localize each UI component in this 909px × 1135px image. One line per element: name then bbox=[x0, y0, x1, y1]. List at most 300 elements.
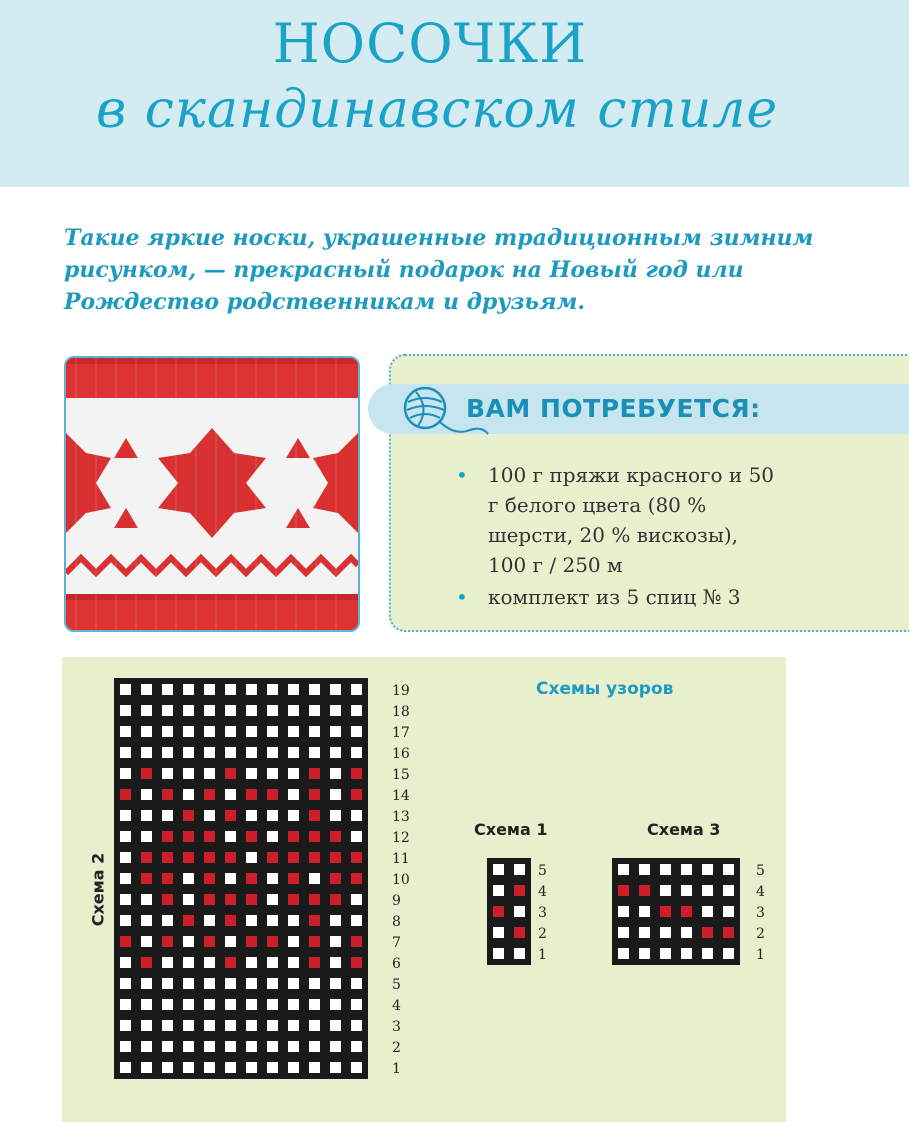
chart-cell-red bbox=[677, 902, 696, 921]
chart-cell-white bbox=[347, 995, 366, 1014]
chart-cell-white bbox=[719, 902, 738, 921]
scheme1-grid bbox=[487, 858, 531, 965]
row-number: 16 bbox=[392, 746, 410, 762]
chart-cell-white bbox=[326, 806, 345, 825]
chart-cell-red bbox=[263, 932, 282, 951]
chart-cell-white bbox=[305, 974, 324, 993]
chart-cell-red bbox=[614, 881, 633, 900]
knit-pattern-illustration bbox=[66, 358, 358, 630]
chart-cell-white bbox=[221, 1058, 240, 1077]
chart-cell-red bbox=[137, 869, 156, 888]
chart-cell-white bbox=[137, 890, 156, 909]
row-number: 7 bbox=[392, 935, 401, 951]
chart-cell-red bbox=[137, 764, 156, 783]
chart-cell-red bbox=[635, 881, 654, 900]
chart-cell-red bbox=[158, 869, 177, 888]
chart-cell-white bbox=[242, 974, 261, 993]
chart-cell-red bbox=[137, 953, 156, 972]
chart-cell-white bbox=[347, 701, 366, 720]
chart-cell-red bbox=[200, 869, 219, 888]
chart-cell-white bbox=[179, 932, 198, 951]
row-number: 5 bbox=[756, 863, 765, 879]
intro-text: Такие яркие носки, украшенные традиционным зимним рисунком, — прекрасный подарок на Новый год или Рождество родственникам и друзьям. bbox=[64, 225, 814, 315]
chart-cell-white bbox=[137, 806, 156, 825]
chart-cell-white bbox=[305, 1037, 324, 1056]
chart-cell-white bbox=[137, 785, 156, 804]
chart-cell-red bbox=[326, 890, 345, 909]
chart-cell-red bbox=[116, 785, 135, 804]
row-number: 2 bbox=[392, 1040, 401, 1056]
chart-cell-white bbox=[116, 1016, 135, 1035]
requirements-list bbox=[456, 460, 776, 612]
chart-cell-red bbox=[510, 881, 529, 900]
chart-cell-white bbox=[242, 848, 261, 867]
chart-cell-white bbox=[305, 1016, 324, 1035]
chart-cell-white bbox=[242, 806, 261, 825]
row-number: 1 bbox=[538, 947, 547, 963]
chart-cell-white bbox=[137, 743, 156, 762]
chart-cell-white bbox=[614, 902, 633, 921]
requirement-text: 100 г пряжи красного и 50 г белого цвета (80 % шерсти, 20 % вискозы), 100 г / 250 м bbox=[488, 463, 775, 577]
chart-cell-white bbox=[116, 722, 135, 741]
requirement-item bbox=[456, 582, 776, 612]
chart-cell-red bbox=[284, 848, 303, 867]
row-number: 3 bbox=[756, 905, 765, 921]
chart-cell-white bbox=[635, 944, 654, 963]
chart-cell-white bbox=[284, 701, 303, 720]
chart-cell-white bbox=[656, 944, 675, 963]
chart-cell-white bbox=[510, 860, 529, 879]
chart-cell-white bbox=[158, 953, 177, 972]
chart-cell-white bbox=[656, 881, 675, 900]
row-number: 11 bbox=[392, 851, 410, 867]
chart-cell-white bbox=[242, 743, 261, 762]
chart-cell-white bbox=[635, 860, 654, 879]
scheme2-grid bbox=[114, 678, 368, 1079]
chart-cell-white bbox=[719, 944, 738, 963]
chart-cell-white bbox=[263, 743, 282, 762]
chart-cell-white bbox=[221, 869, 240, 888]
chart-cell-white bbox=[116, 848, 135, 867]
chart-cell-white bbox=[116, 974, 135, 993]
row-number: 8 bbox=[392, 914, 401, 930]
chart-cell-white bbox=[221, 680, 240, 699]
chart-cell-white bbox=[326, 743, 345, 762]
chart-cell-white bbox=[326, 953, 345, 972]
chart-cell-white bbox=[510, 902, 529, 921]
scheme1-row-numbers bbox=[538, 860, 547, 965]
chart-cell-white bbox=[116, 827, 135, 846]
chart-cell-white bbox=[116, 743, 135, 762]
chart-cell-red bbox=[326, 869, 345, 888]
chart-cell-red bbox=[179, 911, 198, 930]
chart-cell-red bbox=[179, 848, 198, 867]
chart-cell-white bbox=[305, 1058, 324, 1077]
chart-cell-white bbox=[179, 1058, 198, 1077]
chart-cell-red bbox=[242, 827, 261, 846]
chart-cell-red bbox=[221, 806, 240, 825]
chart-cell-white bbox=[284, 680, 303, 699]
chart-cell-white bbox=[158, 1037, 177, 1056]
chart-cell-white bbox=[263, 827, 282, 846]
chart-cell-white bbox=[179, 995, 198, 1014]
chart-cell-white bbox=[158, 1058, 177, 1077]
chart-cell-white bbox=[326, 1037, 345, 1056]
requirement-text: комплект из 5 спиц № 3 bbox=[488, 585, 741, 609]
chart-cell-white bbox=[347, 890, 366, 909]
chart-cell-white bbox=[242, 722, 261, 741]
chart-cell-white bbox=[116, 953, 135, 972]
bullet-icon: • bbox=[456, 585, 468, 609]
chart-cell-red bbox=[510, 923, 529, 942]
chart-cell-red bbox=[347, 764, 366, 783]
chart-cell-white bbox=[221, 1037, 240, 1056]
chart-cell-white bbox=[614, 923, 633, 942]
chart-cell-white bbox=[200, 974, 219, 993]
row-number: 4 bbox=[392, 998, 401, 1014]
row-number: 3 bbox=[538, 905, 547, 921]
chart-cell-white bbox=[510, 944, 529, 963]
chart-cell-white bbox=[635, 923, 654, 942]
row-number: 4 bbox=[756, 884, 765, 900]
chart-cell-red bbox=[656, 902, 675, 921]
chart-cell-white bbox=[179, 974, 198, 993]
chart-cell-white bbox=[242, 1058, 261, 1077]
chart-cell-white bbox=[116, 806, 135, 825]
chart-cell-white bbox=[326, 974, 345, 993]
chart-cell-white bbox=[656, 860, 675, 879]
chart-cell-red bbox=[305, 827, 324, 846]
chart-cell-white bbox=[698, 902, 717, 921]
chart-cell-red bbox=[347, 869, 366, 888]
chart-cell-white bbox=[347, 1058, 366, 1077]
chart-cell-white bbox=[242, 1016, 261, 1035]
chart-cell-white bbox=[242, 1037, 261, 1056]
chart-cell-red bbox=[347, 953, 366, 972]
row-number: 10 bbox=[392, 872, 410, 888]
row-number: 13 bbox=[392, 809, 410, 825]
scheme3-row-numbers bbox=[756, 860, 765, 965]
chart-cell-white bbox=[137, 680, 156, 699]
chart-cell-white bbox=[656, 923, 675, 942]
chart-cell-white bbox=[347, 743, 366, 762]
chart-cell-red bbox=[242, 869, 261, 888]
chart-cell-white bbox=[179, 1016, 198, 1035]
chart-cell-red bbox=[347, 785, 366, 804]
page-title: НОСОЧКИ bbox=[272, 12, 588, 75]
scheme1-title: Схема 1 bbox=[474, 820, 548, 839]
chart-cell-white bbox=[137, 1037, 156, 1056]
chart-cell-red bbox=[221, 890, 240, 909]
chart-cell-white bbox=[489, 923, 508, 942]
row-number: 18 bbox=[392, 704, 410, 720]
chart-cell-white bbox=[326, 911, 345, 930]
chart-cell-white bbox=[347, 806, 366, 825]
chart-cell-white bbox=[116, 890, 135, 909]
chart-cell-red bbox=[305, 806, 324, 825]
chart-cell-white bbox=[305, 722, 324, 741]
chart-cell-white bbox=[137, 974, 156, 993]
scheme2-title: Схема 2 bbox=[88, 852, 108, 927]
chart-cell-white bbox=[116, 1037, 135, 1056]
chart-cell-red bbox=[284, 890, 303, 909]
chart-cell-white bbox=[221, 722, 240, 741]
chart-cell-red bbox=[200, 890, 219, 909]
scheme3-title: Схема 3 bbox=[647, 820, 721, 839]
chart-cell-white bbox=[263, 1058, 282, 1077]
chart-cell-white bbox=[158, 680, 177, 699]
chart-cell-white bbox=[284, 1058, 303, 1077]
chart-cell-white bbox=[242, 995, 261, 1014]
row-number: 15 bbox=[392, 767, 410, 783]
chart-cell-red bbox=[347, 932, 366, 951]
chart-cell-white bbox=[263, 722, 282, 741]
chart-cell-white bbox=[137, 932, 156, 951]
chart-cell-white bbox=[179, 869, 198, 888]
chart-cell-red bbox=[200, 827, 219, 846]
chart-cell-white bbox=[284, 743, 303, 762]
chart-cell-white bbox=[305, 680, 324, 699]
bullet-icon: • bbox=[456, 463, 468, 487]
chart-cell-white bbox=[326, 680, 345, 699]
chart-cell-white bbox=[284, 722, 303, 741]
chart-cell-white bbox=[489, 860, 508, 879]
chart-cell-red bbox=[158, 848, 177, 867]
chart-cell-white bbox=[489, 944, 508, 963]
chart-cell-white bbox=[200, 701, 219, 720]
chart-cell-white bbox=[284, 995, 303, 1014]
scheme3-grid bbox=[612, 858, 740, 965]
row-number: 19 bbox=[392, 683, 410, 699]
chart-cell-white bbox=[137, 722, 156, 741]
chart-cell-white bbox=[263, 806, 282, 825]
chart-cell-white bbox=[200, 764, 219, 783]
row-number: 3 bbox=[392, 1019, 401, 1035]
chart-cell-white bbox=[158, 806, 177, 825]
chart-cell-red bbox=[221, 764, 240, 783]
chart-cell-white bbox=[284, 764, 303, 783]
chart-cell-white bbox=[242, 911, 261, 930]
chart-cell-white bbox=[347, 911, 366, 930]
chart-cell-red bbox=[719, 923, 738, 942]
chart-cell-white bbox=[137, 1016, 156, 1035]
chart-cell-white bbox=[614, 944, 633, 963]
chart-cell-white bbox=[326, 785, 345, 804]
chart-cell-white bbox=[137, 827, 156, 846]
row-number: 4 bbox=[538, 884, 547, 900]
chart-cell-red bbox=[284, 869, 303, 888]
chart-cell-white bbox=[719, 881, 738, 900]
chart-cell-white bbox=[305, 743, 324, 762]
row-number: 14 bbox=[392, 788, 410, 804]
requirement-item bbox=[456, 460, 776, 580]
chart-cell-white bbox=[221, 827, 240, 846]
chart-cell-white bbox=[200, 1058, 219, 1077]
chart-cell-white bbox=[719, 860, 738, 879]
chart-cell-white bbox=[179, 680, 198, 699]
chart-cell-white bbox=[158, 722, 177, 741]
chart-cell-white bbox=[137, 1058, 156, 1077]
chart-cell-white bbox=[263, 953, 282, 972]
chart-cell-red bbox=[200, 848, 219, 867]
row-number: 5 bbox=[538, 863, 547, 879]
chart-cell-white bbox=[179, 701, 198, 720]
chart-cell-red bbox=[200, 785, 219, 804]
chart-cell-white bbox=[263, 1016, 282, 1035]
chart-cell-white bbox=[116, 701, 135, 720]
chart-cell-white bbox=[200, 911, 219, 930]
chart-cell-white bbox=[200, 1016, 219, 1035]
row-number: 6 bbox=[392, 956, 401, 972]
chart-cell-white bbox=[489, 881, 508, 900]
chart-cell-red bbox=[221, 848, 240, 867]
chart-cell-white bbox=[347, 827, 366, 846]
chart-cell-white bbox=[263, 974, 282, 993]
chart-cell-white bbox=[221, 932, 240, 951]
chart-cell-red bbox=[242, 932, 261, 951]
page-subtitle: в скандинавском стиле bbox=[96, 80, 779, 140]
chart-cell-white bbox=[221, 701, 240, 720]
chart-cell-white bbox=[137, 995, 156, 1014]
chart-cell-white bbox=[263, 911, 282, 930]
chart-cell-white bbox=[116, 995, 135, 1014]
chart-cell-white bbox=[179, 953, 198, 972]
chart-cell-white bbox=[221, 743, 240, 762]
chart-cell-white bbox=[284, 1016, 303, 1035]
row-number: 9 bbox=[392, 893, 401, 909]
chart-cell-red bbox=[179, 827, 198, 846]
chart-cell-white bbox=[200, 722, 219, 741]
row-number: 12 bbox=[392, 830, 410, 846]
chart-cell-white bbox=[158, 995, 177, 1014]
chart-cell-white bbox=[284, 953, 303, 972]
chart-cell-white bbox=[116, 869, 135, 888]
chart-cell-white bbox=[242, 953, 261, 972]
chart-cell-red bbox=[698, 923, 717, 942]
chart-cell-white bbox=[284, 974, 303, 993]
chart-cell-white bbox=[677, 944, 696, 963]
chart-cell-white bbox=[284, 806, 303, 825]
chart-cell-white bbox=[221, 974, 240, 993]
chart-cell-red bbox=[179, 806, 198, 825]
row-number: 1 bbox=[756, 947, 765, 963]
chart-cell-red bbox=[305, 932, 324, 951]
chart-cell-red bbox=[221, 953, 240, 972]
chart-cell-white bbox=[284, 785, 303, 804]
chart-cell-white bbox=[284, 932, 303, 951]
chart-cell-red bbox=[347, 848, 366, 867]
chart-cell-white bbox=[200, 743, 219, 762]
chart-cell-white bbox=[614, 860, 633, 879]
chart-cell-red bbox=[158, 785, 177, 804]
chart-cell-white bbox=[677, 860, 696, 879]
chart-cell-white bbox=[158, 743, 177, 762]
chart-cell-red bbox=[326, 827, 345, 846]
chart-cell-red bbox=[158, 890, 177, 909]
row-number: 2 bbox=[756, 926, 765, 942]
chart-cell-white bbox=[263, 680, 282, 699]
chart-cell-white bbox=[116, 911, 135, 930]
chart-cell-white bbox=[242, 764, 261, 783]
chart-cell-white bbox=[326, 722, 345, 741]
chart-cell-red bbox=[263, 785, 282, 804]
chart-cell-white bbox=[326, 932, 345, 951]
chart-cell-white bbox=[242, 701, 261, 720]
scheme2-row-numbers bbox=[392, 680, 410, 1079]
chart-cell-red bbox=[200, 932, 219, 951]
row-number: 2 bbox=[538, 926, 547, 942]
chart-cell-red bbox=[305, 785, 324, 804]
chart-cell-white bbox=[347, 722, 366, 741]
chart-cell-white bbox=[200, 1037, 219, 1056]
row-number: 1 bbox=[392, 1061, 401, 1077]
chart-cell-white bbox=[158, 701, 177, 720]
chart-cell-white bbox=[347, 974, 366, 993]
chart-cell-white bbox=[242, 680, 261, 699]
chart-cell-white bbox=[221, 995, 240, 1014]
chart-cell-white bbox=[116, 764, 135, 783]
chart-cell-white bbox=[116, 1058, 135, 1077]
row-number: 5 bbox=[392, 977, 401, 993]
chart-cell-white bbox=[200, 680, 219, 699]
chart-cell-red bbox=[116, 932, 135, 951]
chart-cell-white bbox=[326, 1016, 345, 1035]
chart-cell-white bbox=[179, 785, 198, 804]
chart-cell-white bbox=[326, 995, 345, 1014]
chart-cell-white bbox=[179, 890, 198, 909]
chart-cell-white bbox=[263, 701, 282, 720]
chart-cell-red bbox=[305, 764, 324, 783]
chart-cell-white bbox=[677, 923, 696, 942]
chart-cell-white bbox=[263, 764, 282, 783]
chart-cell-white bbox=[179, 764, 198, 783]
chart-cell-white bbox=[179, 743, 198, 762]
chart-cell-white bbox=[158, 974, 177, 993]
row-number: 17 bbox=[392, 725, 410, 741]
chart-cell-red bbox=[263, 848, 282, 867]
chart-cell-red bbox=[305, 953, 324, 972]
chart-cell-white bbox=[200, 953, 219, 972]
chart-cell-white bbox=[116, 680, 135, 699]
chart-cell-white bbox=[326, 764, 345, 783]
chart-cell-red bbox=[221, 911, 240, 930]
chart-cell-white bbox=[158, 764, 177, 783]
chart-cell-red bbox=[305, 848, 324, 867]
chart-cell-white bbox=[635, 902, 654, 921]
chart-cell-white bbox=[179, 722, 198, 741]
chart-cell-white bbox=[305, 869, 324, 888]
requirements-title: ВАМ ПОТРЕБУЕТСЯ: bbox=[466, 394, 761, 423]
chart-cell-red bbox=[158, 827, 177, 846]
chart-cell-white bbox=[347, 680, 366, 699]
schemes-heading: Схемы узоров bbox=[536, 679, 674, 699]
chart-cell-white bbox=[305, 701, 324, 720]
chart-cell-white bbox=[221, 785, 240, 804]
chart-cell-white bbox=[179, 1037, 198, 1056]
chart-cell-white bbox=[137, 701, 156, 720]
chart-cell-red bbox=[242, 890, 261, 909]
chart-cell-white bbox=[263, 1037, 282, 1056]
chart-cell-white bbox=[698, 860, 717, 879]
knitted-sock-photo bbox=[64, 356, 360, 632]
chart-cell-white bbox=[677, 881, 696, 900]
chart-cell-red bbox=[242, 785, 261, 804]
chart-cell-red bbox=[305, 890, 324, 909]
chart-cell-white bbox=[221, 1016, 240, 1035]
chart-cell-white bbox=[326, 701, 345, 720]
chart-cell-red bbox=[326, 848, 345, 867]
chart-cell-red bbox=[305, 911, 324, 930]
